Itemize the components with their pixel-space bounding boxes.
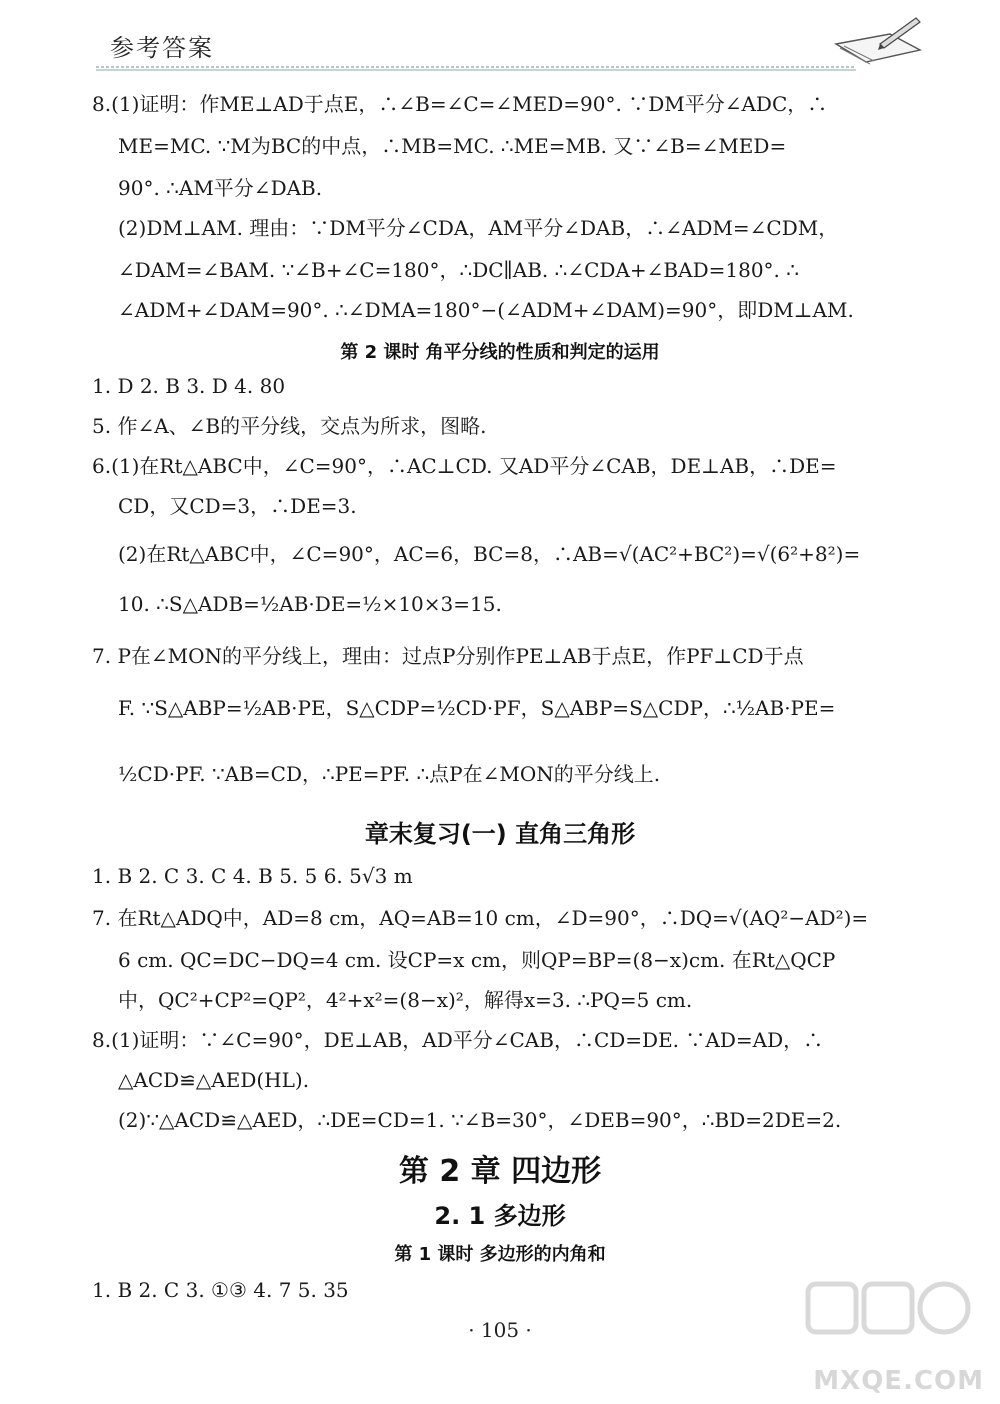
answer-line: ½CD·PF. ∵AB=CD，∴PE=PF. ∴点P在∠MON的平分线上. [118, 762, 661, 786]
section-heading: 2. 1 多边形 [434, 1202, 566, 1230]
answer-line: 中，QC²+CP²=QP²，4²+x²=(8−x)²，解得x=3. ∴PQ=5 cm. [118, 988, 693, 1012]
watermark-logo-icon [804, 1276, 974, 1346]
answer-line: (2)在Rt△ABC中，∠C=90°，AC=6，BC=8，∴AB=√(AC²+BC²)=√(6²+8²)= [118, 542, 861, 566]
page-header [96, 22, 926, 72]
chapter-heading: 第 2 章 四边形 [398, 1154, 602, 1189]
answer-line: ∠ADM+∠DAM=90°. ∴∠DMA=180°−(∠ADM+∠DAM)=90°，即DM⊥AM. [118, 298, 854, 322]
answer-line: ME=MC. ∵M为BC的中点，∴MB=MC. ∴ME=MB. 又∵∠B=∠MED= [118, 134, 787, 158]
answer-line: F. ∵S△ABP=½AB·PE，S△CDP=½CD·PF，S△ABP=S△CDP，∴½AB·PE= [118, 696, 836, 720]
lesson-heading: 第 1 课时 多边形的内角和 [394, 1244, 606, 1265]
header-title: 参考答案 [110, 34, 214, 62]
page-number: · 105 · [468, 1318, 532, 1342]
answer-line: 1. B 2. C 3. C 4. B 5. 5 6. 5√3 m [92, 864, 413, 888]
answer-line: 90°. ∴AM平分∠DAB. [118, 176, 323, 200]
answer-line: △ACD≌△AED(HL). [118, 1068, 310, 1092]
answer-line: 6 cm. QC=DC−DQ=4 cm. 设CP=x cm，则QP=BP=(8−x)cm. 在Rt△QCP [118, 948, 836, 972]
answer-line: 8.(1)证明：作ME⊥AD于点E，∴∠B=∠C=∠MED=90°. ∵DM平分∠ADC，∴ [92, 92, 828, 116]
notebook-pencil-icon [830, 14, 926, 70]
answer-line: ∠DAM=∠BAM. ∵∠B+∠C=180°，∴DC∥AB. ∴∠CDA+∠BAD=180°. ∴ [118, 258, 799, 282]
answer-line: (2)DM⊥AM. 理由：∵DM平分∠CDA，AM平分∠DAB，∴∠ADM=∠CDM， [118, 216, 839, 240]
answer-line: 1. D 2. B 3. D 4. 80 [92, 374, 286, 398]
answer-line: 7. P在∠MON的平分线上，理由：过点P分别作PE⊥AB于点E，作PF⊥CD于点 [92, 644, 804, 668]
watermark-text: MXQE.COM [813, 1366, 984, 1396]
answer-line: 5. 作∠A、∠B的平分线，交点为所求，图略. [92, 414, 487, 438]
answer-line: 6.(1)在Rt△ABC中，∠C=90°，∴AC⊥CD. 又AD平分∠CAB，DE⊥AB，∴DE= [92, 454, 837, 478]
answer-line: CD，又CD=3，∴DE=3. [118, 494, 357, 518]
answer-line: 7. 在Rt△ADQ中，AD=8 cm，AQ=AB=10 cm，∠D=90°，∴DQ=√(AQ²−AD²)= [92, 906, 869, 930]
answer-line: 1. B 2. C 3. ①③ 4. 7 5. 35 [92, 1278, 349, 1302]
site-watermark [774, 1276, 984, 1396]
chapter-review-heading: 章末复习(一) 直角三角形 [364, 820, 636, 848]
answer-line: 8.(1)证明：∵∠C=90°，DE⊥AB，AD平分∠CAB，∴CD=DE. ∵AD=AD，∴ [92, 1028, 824, 1052]
header-divider [96, 66, 856, 71]
lesson-heading: 第 2 课时 角平分线的性质和判定的运用 [340, 342, 660, 363]
answer-line: (2)∵△ACD≌△AED，∴DE=CD=1. ∵∠B=30°，∠DEB=90°，∴BD=2DE=2. [118, 1108, 842, 1132]
answer-line: 10. ∴S△ADB=½AB·DE=½×10×3=15. [118, 592, 502, 616]
